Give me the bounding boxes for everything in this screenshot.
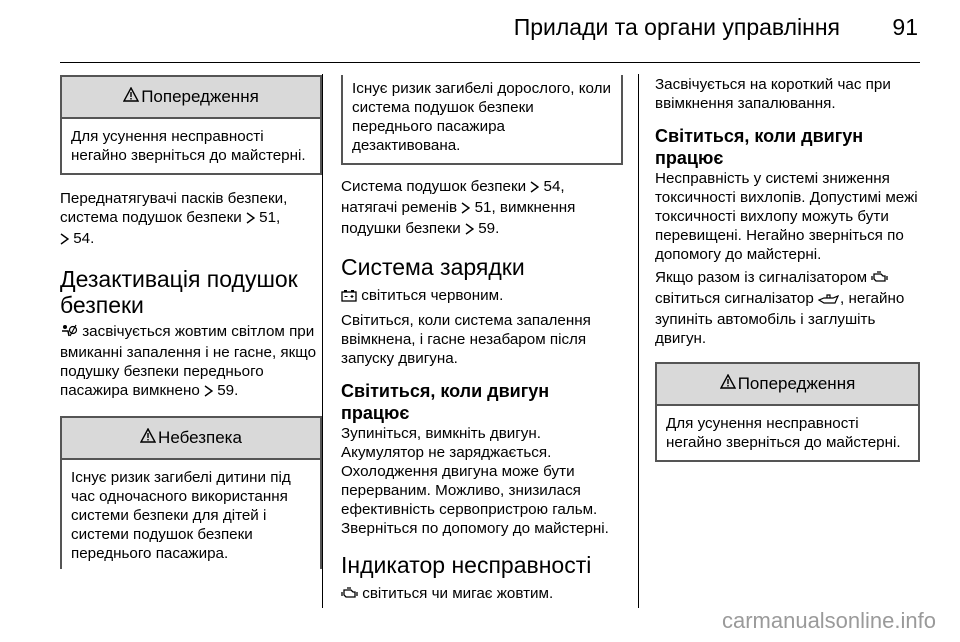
reference-arrow-icon — [60, 231, 69, 250]
warning-triangle-icon — [720, 364, 736, 404]
section-heading-airbag: Дезактивація подушок безпеки — [60, 266, 298, 318]
warning-box-2-header — [657, 364, 918, 406]
warning-triangle-icon — [140, 418, 156, 458]
reference-arrow-icon — [246, 210, 255, 229]
warning-box-header — [62, 77, 320, 119]
reference-arrow-icon — [461, 200, 470, 219]
danger-box-text: Існує ризик загибелі дитини під час одночасного використання системи безпеки для дітей і системи подушок безпеки переднього пасажира. — [71, 469, 291, 562]
subheading-engine-running-2: Світиться, коли двигун працює — [655, 126, 864, 168]
battery-icon — [341, 288, 357, 307]
paragraph-stop-vehicle: Якщо разом із сигналізатором світиться сигналізатор , негайно зупиніть автомобіль і заглушіть двигун. — [655, 269, 905, 347]
warning-box-2-title: Попередження — [737, 374, 856, 393]
danger-box-continued — [341, 75, 623, 165]
danger-box-header — [62, 418, 320, 460]
subheading-engine-running: Світиться, коли двигун працює — [341, 381, 550, 423]
danger-box — [60, 416, 322, 569]
reference-arrow-icon — [465, 221, 474, 240]
reference-arrow-icon — [530, 179, 539, 198]
warning-box-2-text: Для усунення несправності негайно зверніться до майстерні. — [666, 415, 901, 451]
column-1 — [60, 75, 322, 569]
danger-box-continued-text: Існує ризик загибелі дорослого, коли система подушок безпеки переднього пасажира дезактивована. — [352, 80, 612, 154]
paragraph-malfunction-ignition: Засвічується на короткий час при ввімкнення запалювання. — [655, 76, 891, 112]
oil-pressure-icon — [818, 291, 840, 310]
paragraph-charging-info: Світиться, коли система запалення ввімкнена, і гасне незабаром після запуску двигуна. — [341, 312, 591, 367]
paragraph-emission-fault: Несправність у системі зниження токсичності вихлопів. Допустимі межі токсичності вихлопу можуть бути перевищені. Негайно зверніться по допомогу до майстерні. — [655, 170, 918, 263]
paragraph-seatbelt: Переднатягувачі пасків безпеки, система подушок безпеки 51, 54. — [60, 189, 322, 250]
engine-check-icon — [871, 270, 888, 289]
reference-arrow-icon — [204, 383, 213, 402]
warning-box-2 — [655, 362, 920, 462]
watermark: carmanualsonline.info — [721, 608, 936, 633]
warning-box — [60, 75, 322, 175]
paragraph-charging-fault: Зупиніться, вимкніть двигун. Акумулятор не заряджається. Охолодження двигуна може бути перерваним. Можливо, знизилася ефективність сервопристрою гальм. Зверніться по допомогу до майстерні. — [341, 425, 609, 537]
page-number: 91 — [892, 14, 918, 40]
engine-check-icon — [341, 586, 358, 605]
column-divider-1 — [322, 74, 323, 608]
paragraph-malfunction-light: світиться чи мигає жовтим. — [341, 584, 623, 605]
column-3 — [655, 75, 920, 462]
warning-box-title: Попередження — [141, 87, 259, 106]
danger-box-title: Небезпека — [158, 428, 242, 447]
paragraph-airbag-system: Система подушок безпеки 54, натягачі ременів 51, вимкнення подушки безпеки 59. — [341, 177, 623, 240]
paragraph-battery-light: світиться червоним. — [341, 286, 623, 307]
column-divider-2 — [638, 74, 639, 608]
section-heading-charging: Система зарядки — [341, 254, 525, 280]
airbag-off-icon — [60, 324, 78, 343]
header-rule — [60, 62, 920, 63]
warning-triangle-icon — [123, 77, 139, 117]
page-title: Прилади та органи управління — [513, 14, 840, 40]
paragraph-airbag-off: засвічується жовтим світлом при вмиканні запалення і не гасне, якщо подушку безпеки переднього пасажира вимкнено 59. — [60, 322, 322, 402]
section-heading-malfunction: Індикатор несправності — [341, 552, 592, 578]
warning-box-text: Для усунення несправності негайно зверніться до майстерні. — [71, 128, 306, 164]
column-2 — [341, 75, 623, 605]
